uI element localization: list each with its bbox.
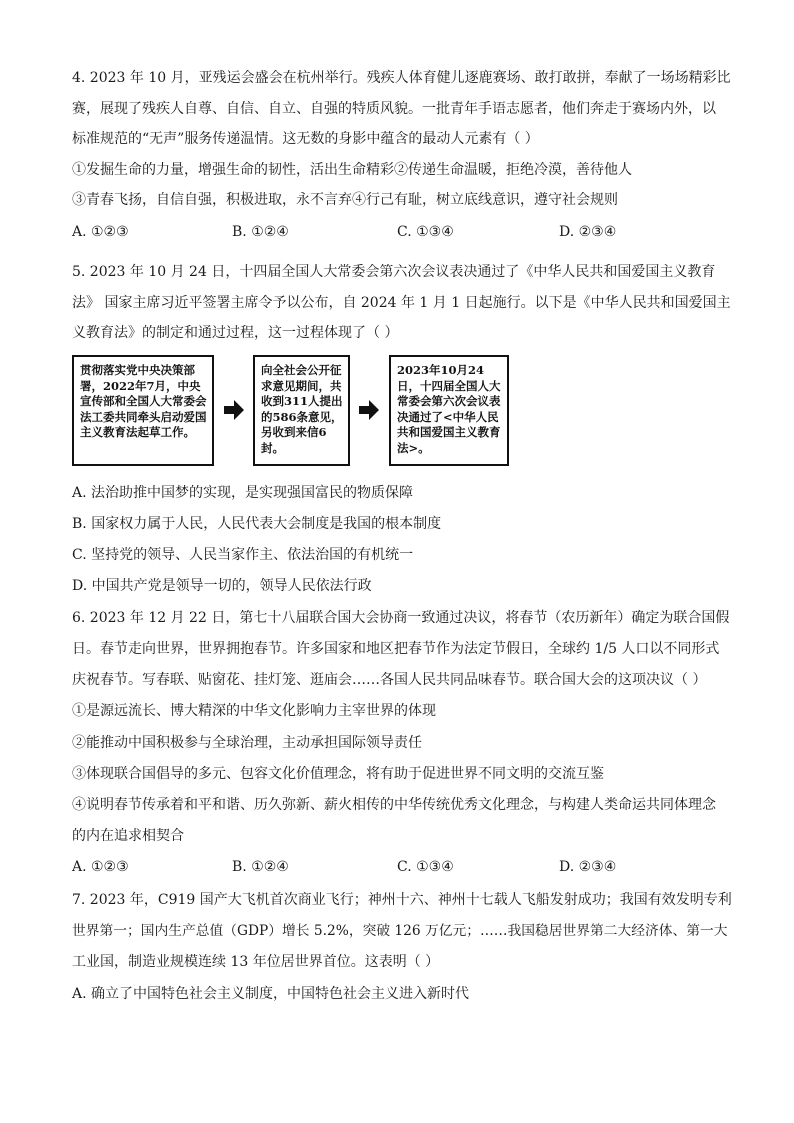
q5-option-c[interactable]: C. 坚持党的领导、人民当家作主、依法治国的有机统一 <box>72 547 414 563</box>
q4-statement-3-4: ③青春飞扬，自信自强，积极进取，永不言弃④行己有耻，树立底线意识，遵守社会规则 <box>72 192 618 208</box>
q6-option-d[interactable]: D. ②③④ <box>559 859 617 875</box>
q6-statement-4-line-2: 的内在追求相契合 <box>72 828 184 844</box>
q6-stem-line-2: 日。春节走向世界，世界拥抱春节。许多国家和地区把春节作为法定节假日，全球约 1/5 人口以不同形式 <box>72 641 720 657</box>
q6-stem-line-1: 6. 2023 年 12 月 22 日，第七十八届联合国大会协商一致通过决议，将春节（农历新年）确定为联合国假 <box>72 610 730 626</box>
q5-option-a[interactable]: A. 法治助推中国梦的实现，是实现强国富民的物质保障 <box>72 485 414 501</box>
q7-option-a[interactable]: A. 确立了中国特色社会主义制度，中国特色社会主义进入新时代 <box>72 986 470 1002</box>
q6-stem-line-3: 庆祝春节。写春联、贴窗花、挂灯笼、逛庙会……各国人民共同品味春节。联合国大会的这项决议（ ） <box>72 672 707 688</box>
q5-stem-line-1: 5. 2023 年 10 月 24 日，十四届全国人大常委会第六次会议表决通过了《中华人民共和国爱国主义教育 <box>72 264 716 280</box>
right-arrow-icon <box>223 399 245 421</box>
q5-option-d[interactable]: D. 中国共产党是领导一切的，领导人民依法行政 <box>72 578 372 594</box>
q6-option-a[interactable]: A. ①②③ <box>72 859 129 875</box>
flow-step-2-text: 向全社会公开征求意见期间，共收到311人提出的586条意见，另收到来信6封。 <box>261 363 343 455</box>
q4-option-d[interactable]: D. ②③④ <box>559 224 617 240</box>
q7-stem-line-3: 工业国，制造业规模连续 13 年位居世界首位。这表明（ ） <box>72 954 440 970</box>
q7-stem-line-2: 世界第一；国内生产总值（GDP）增长 5.2%，突破 126 万亿元；……我国稳居世界第二大经济体、第一大 <box>72 923 728 939</box>
q6-statement-3: ③体现联合国倡导的多元、包容文化价值理念，将有助于促进世界不同文明的交流互鉴 <box>72 766 604 782</box>
q6-option-b[interactable]: B. ①②④ <box>232 859 289 875</box>
right-arrow-icon <box>358 399 380 421</box>
q7-stem-line-1: 7. 2023 年，C919 国产大飞机首次商业飞行；神州十六、神州十七载人飞船发射成功；我国有效发明专利 <box>72 892 732 908</box>
q4-stem-line-1: 4. 2023 年 10 月，亚残运会盛会在杭州举行。残疾人体育健儿逐鹿赛场、敢打敢拼，奉献了一场场精彩比 <box>72 70 731 86</box>
q4-stem-line-2: 赛，展现了残疾人自尊、自信、自立、自强的特质风貌。一批青年手语志愿者，他们奔走于赛场内外，以 <box>72 101 716 117</box>
q4-option-c[interactable]: C. ①③④ <box>397 224 454 240</box>
q6-statement-1: ①是源远流长、博大精深的中华文化影响力主宰世界的体现 <box>72 703 436 719</box>
q6-statement-2: ②能推动中国积极参与全球治理，主动承担国际领导责任 <box>72 735 422 751</box>
flow-step-1-text: 贯彻落实党中央决策部署，2022年7月，中央宣传部和全国人大常委会法工委共同牵头启动爱国主义教育法起草工作。 <box>80 363 207 439</box>
q4-option-a[interactable]: A. ①②③ <box>72 224 129 240</box>
flow-step-2 <box>253 355 350 466</box>
q4-option-b[interactable]: B. ①②④ <box>232 224 289 240</box>
flow-step-3 <box>389 355 509 466</box>
q4-statement-1-2: ①发掘生命的力量，增强生命的韧性，活出生命精彩②传递生命温暖，拒绝冷漠，善待他人 <box>72 162 632 178</box>
q4-stem-line-3: 标准规范的“无声”服务传递温情。这无数的身影中蕴含的最动人元素有（ ） <box>72 131 539 147</box>
q5-stem-line-2: 法》 国家主席习近平签署主席令予以公布，自 2024 年 1 月 1 日起施行。以下是《中华人民共和国爱国主 <box>72 295 731 311</box>
q6-option-c[interactable]: C. ①③④ <box>397 859 454 875</box>
q5-stem-line-3: 义教育法》的制定和通过过程，这一过程体现了（ ） <box>72 325 399 341</box>
flow-step-3-text: 2023年10月24日，十四届全国人大常委会第六次会议表决通过了<中华人民共和国爱国主义教育法>。 <box>397 363 501 455</box>
q5-process-flow <box>72 355 512 470</box>
flow-step-1 <box>72 355 214 466</box>
q6-statement-4-line-1: ④说明春节传承着和平和谐、历久弥新、薪火相传的中华传统优秀文化理念，与构建人类命运共同体理念 <box>72 797 716 813</box>
q5-option-b[interactable]: B. 国家权力属于人民，人民代表大会制度是我国的根本制度 <box>72 516 442 532</box>
